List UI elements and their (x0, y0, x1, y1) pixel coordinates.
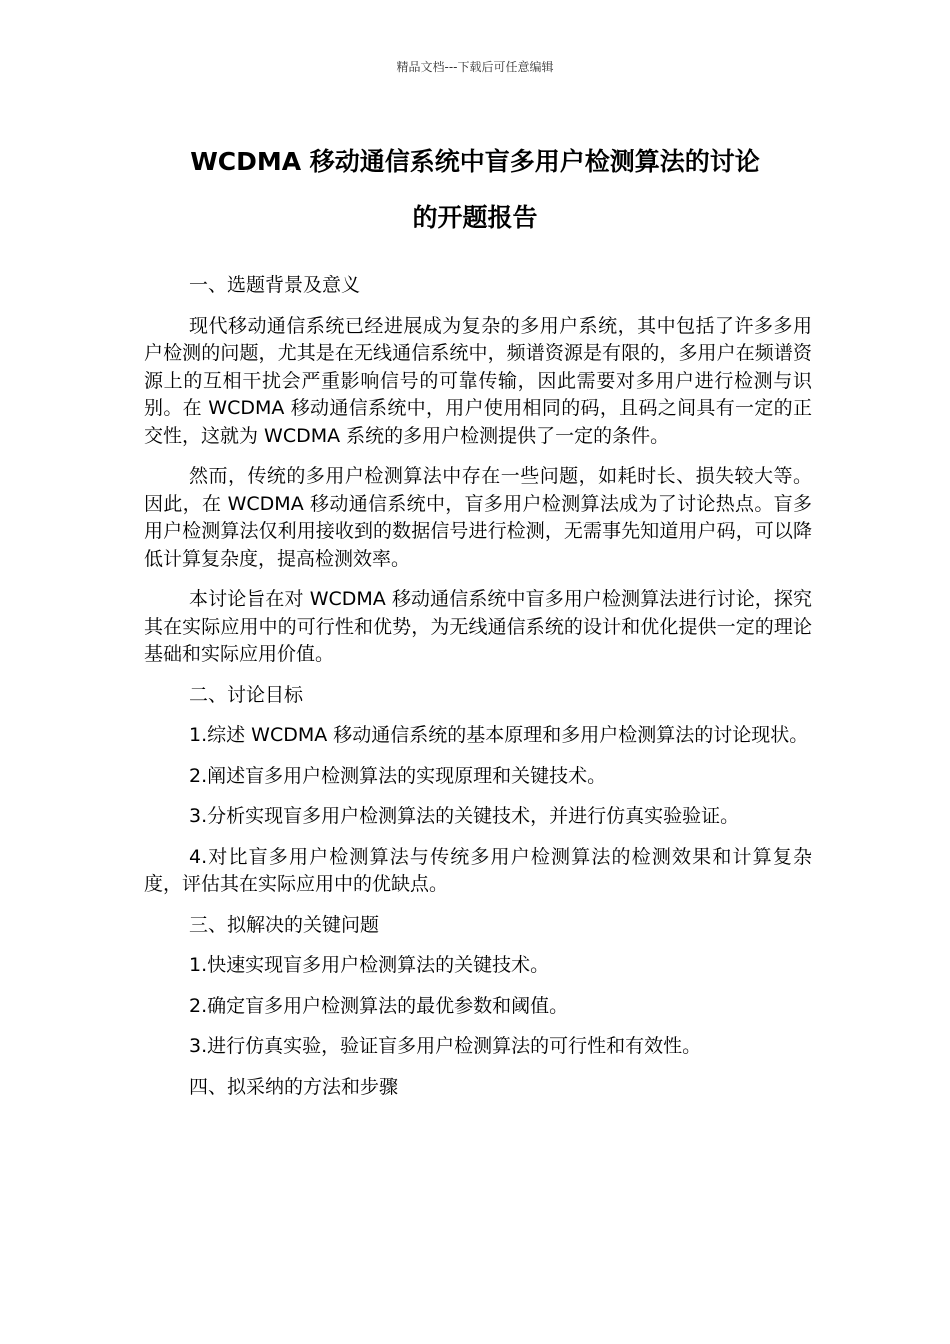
list-item: 4.对比盲多用户检测算法与传统多用户检测算法的检测效果和计算复杂度，评估其在实际应用中的优缺点。 (144, 845, 812, 895)
list-item: 3.分析实现盲多用户检测算法的关键技术，并进行仿真实验验证。 (189, 805, 740, 827)
list-item: 2.确定盲多用户检测算法的最优参数和阈值。 (189, 994, 569, 1017)
document-body (144, 272, 812, 1114)
section-heading-goals: 二、讨论目标 (189, 683, 304, 706)
title-line-1: WCDMA 移动通信系统中盲多用户检测算法的讨论 (190, 147, 760, 176)
document-title (130, 134, 820, 246)
list-item: 3.进行仿真实验，验证盲多用户检测算法的可行性和有效性。 (189, 1035, 702, 1057)
header-note: 精品文档---下载后可任意编辑 (396, 60, 554, 74)
section-heading-background: 一、选题背景及意义 (189, 274, 361, 296)
paragraph: 然而，传统的多用户检测算法中存在一些问题，如耗时长、损失较大等。因此，在 WCDMA 移动通信系统中，盲多用户检测算法成为了讨论热点。盲多用户检测算法仅利用接收到的数据信号进行检测，无需事先知道用户码，可以降低计算复杂度，提高检测效率。 (144, 465, 812, 570)
paragraph: 现代移动通信系统已经进展成为复杂的多用户系统，其中包括了许多多用户检测的问题，尤其是在无线通信系统中，频谱资源是有限的，多用户在频谱资源上的互相干扰会严重影响信号的可靠传输，因此需要对多用户进行检测与识别。在 WCDMA 移动通信系统中，用户使用相同的码，且码之间具有一定的正交性，这就为 WCDMA 系统的多用户检测提供了一定的条件。 (144, 314, 812, 447)
list-item: 1.快速实现盲多用户检测算法的关键技术。 (189, 954, 550, 976)
section-heading-methods: 四、拟采纳的方法和步骤 (189, 1075, 399, 1098)
list-item: 2.阐述盲多用户检测算法的实现原理和关键技术。 (189, 764, 607, 787)
list-item: 1.综述 WCDMA 移动通信系统的基本原理和多用户检测算法的讨论现状。 (189, 724, 809, 746)
title-line-2: 的开题报告 (412, 203, 538, 232)
section-heading-key-problems: 三、拟解决的关键问题 (189, 913, 380, 936)
paragraph: 本讨论旨在对 WCDMA 移动通信系统中盲多用户检测算法进行讨论，探究其在实际应用中的可行性和优势，为无线通信系统的设计和优化提供一定的理论基础和实际应用价值。 (144, 588, 812, 665)
